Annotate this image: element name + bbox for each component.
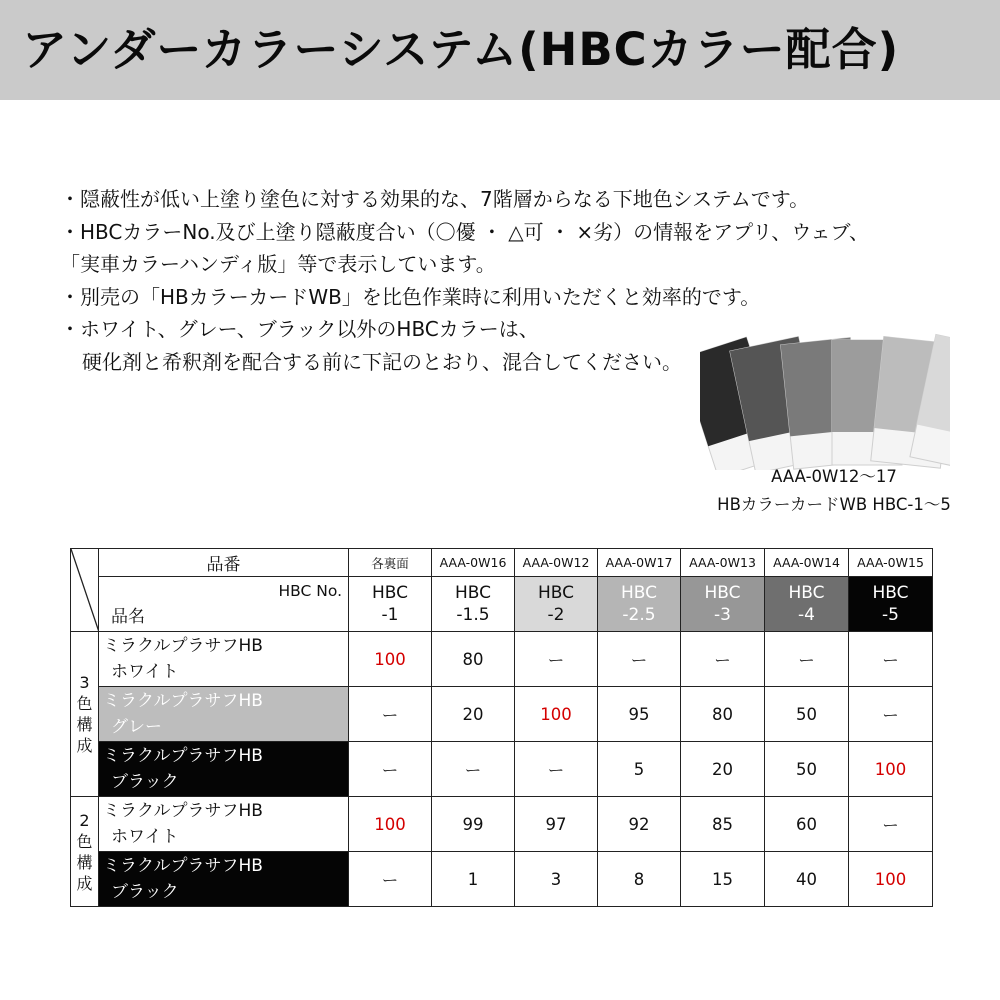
column-hbc — [515, 577, 598, 632]
mix-value: ー — [515, 742, 598, 797]
product-name-line2: ブラック — [111, 772, 179, 792]
mix-value: ー — [515, 632, 598, 687]
mix-value: 97 — [515, 797, 598, 852]
product-name-line1: ミラクルプラサフHB — [103, 746, 263, 766]
column-hbc — [349, 577, 432, 632]
column-hbc — [598, 577, 681, 632]
mix-value: 100 — [849, 852, 933, 907]
hbc-label: HBC — [537, 583, 575, 603]
mix-value: 1 — [432, 852, 515, 907]
product-name-line1: ミラクルプラサフHB — [103, 636, 263, 656]
hbc-label: HBC — [704, 583, 741, 603]
color-card-fan — [700, 320, 950, 470]
column-hbc — [432, 577, 515, 632]
description-line: 硬化剤と希釈剤を配合する前に下記のとおり、混合してください。 — [82, 349, 682, 374]
hbc-number: -3 — [714, 605, 731, 625]
hbc-label: HBC — [454, 583, 492, 603]
mix-value: 100 — [849, 742, 933, 797]
description-line: ・隠蔽性が低い上塗り塗色に対する効果的な、7階層からなる下地色システムです。 — [60, 187, 810, 211]
hbc-label: HBC — [788, 583, 825, 603]
corner-cell — [71, 549, 99, 632]
mix-value: 99 — [432, 797, 515, 852]
header-hinban: 品番 — [99, 549, 349, 577]
table-row — [71, 742, 933, 797]
mix-value: ー — [432, 742, 515, 797]
group-label-char: 2 — [79, 810, 90, 830]
hbc-number: -2.5 — [622, 605, 656, 625]
group-label — [71, 632, 99, 797]
diagonal-line — [71, 549, 99, 632]
header-hbcno-cell — [99, 577, 349, 632]
mix-value: 95 — [598, 687, 681, 742]
mix-value: ー — [849, 797, 933, 852]
mixing-table — [70, 548, 933, 907]
hbc-number: -1 — [381, 605, 399, 625]
mix-value: ー — [681, 632, 765, 687]
column-hbc — [849, 577, 933, 632]
hbc-number: -1.5 — [456, 605, 490, 625]
mix-value: ー — [849, 632, 933, 687]
description-line: 「実車カラーハンディ版」等で表示しています。 — [60, 252, 496, 276]
mix-value: 40 — [765, 852, 849, 907]
mix-value: 92 — [598, 797, 681, 852]
mix-value: ー — [598, 632, 681, 687]
hbc-number: -5 — [882, 605, 899, 625]
description-line: ・ホワイト、グレー、ブラック以外のHBCカラーは、 — [60, 317, 539, 341]
mix-value: 85 — [681, 797, 765, 852]
mix-value: 3 — [515, 852, 598, 907]
column-code: AAA-0W14 — [765, 549, 849, 577]
page-title: アンダーカラーシステム(HBCカラー配合) — [22, 23, 900, 76]
color-card-image — [700, 320, 950, 470]
product-name — [99, 852, 349, 907]
hbc-number: -4 — [798, 605, 815, 625]
group-label-char: 色 — [76, 831, 93, 851]
column-code: AAA-0W16 — [432, 549, 515, 577]
mix-value: 80 — [432, 632, 515, 687]
header-hinmei: 品名 — [111, 607, 145, 627]
group-label-char: 構 — [76, 852, 93, 872]
product-name — [99, 797, 349, 852]
header-hbcno: HBC No. — [278, 582, 342, 600]
mix-value: 100 — [515, 687, 598, 742]
group-label-char: 構 — [76, 715, 93, 734]
product-name — [99, 742, 349, 797]
group-label — [71, 797, 99, 907]
card-caption-name: HBカラーカードWB HBC-1～5 — [717, 495, 951, 514]
mix-value: ー — [349, 742, 432, 797]
hbc-number: -2 — [547, 605, 565, 625]
mix-value: 60 — [765, 797, 849, 852]
group-label-char: 成 — [76, 736, 93, 755]
hbc-label: HBC — [872, 583, 909, 603]
mix-value: 20 — [681, 742, 765, 797]
column-hbc — [765, 577, 849, 632]
product-name-line2: ホワイト — [111, 662, 179, 682]
group-label-char: 成 — [76, 873, 93, 893]
mix-value: 20 — [432, 687, 515, 742]
product-name-line1: ミラクルプラサフHB — [103, 691, 263, 711]
column-hbc — [681, 577, 765, 632]
mix-value: 5 — [598, 742, 681, 797]
mix-value: ー — [349, 687, 432, 742]
table-row — [71, 852, 933, 907]
product-name-line2: ブラック — [111, 882, 179, 902]
description-line: ・別売の「HBカラーカードWB」を比色作業時に利用いただくと効率的です。 — [60, 284, 761, 309]
mix-value: ー — [849, 687, 933, 742]
mix-value: ー — [349, 852, 432, 907]
group-label-char: 3 — [79, 673, 90, 692]
table-row — [71, 632, 933, 687]
mix-value: 8 — [598, 852, 681, 907]
mix-value: 50 — [765, 742, 849, 797]
product-name — [99, 632, 349, 687]
column-code: AAA-0W13 — [681, 549, 765, 577]
product-name-line1: ミラクルプラサフHB — [103, 856, 263, 876]
mix-value: 80 — [681, 687, 765, 742]
group-label-char: 色 — [76, 694, 93, 713]
mix-value: 15 — [681, 852, 765, 907]
table-row — [71, 797, 933, 852]
hbc-label: HBC — [620, 583, 658, 603]
column-code: AAA-0W12 — [515, 549, 598, 577]
product-name — [99, 687, 349, 742]
table-row — [71, 687, 933, 742]
mix-value: ー — [765, 632, 849, 687]
hbc-label: HBC — [371, 583, 409, 603]
column-code: AAA-0W17 — [598, 549, 681, 577]
product-name-line1: ミラクルプラサフHB — [103, 801, 263, 821]
mix-value: 100 — [349, 797, 432, 852]
product-name-line2: グレー — [111, 717, 162, 737]
product-name-line2: ホワイト — [111, 827, 179, 847]
mix-value: 50 — [765, 687, 849, 742]
description-line: ・HBCカラーNo.及び上塗り隠蔽度合い（〇優 ・ △可 ・ ×劣）の情報をアプリ、ウェブ、 — [60, 219, 869, 244]
card-caption-codes: AAA-0W12～17 — [771, 467, 897, 486]
column-code: 各裏面 — [349, 549, 432, 577]
column-code: AAA-0W15 — [849, 549, 933, 577]
mix-value: 100 — [349, 632, 432, 687]
